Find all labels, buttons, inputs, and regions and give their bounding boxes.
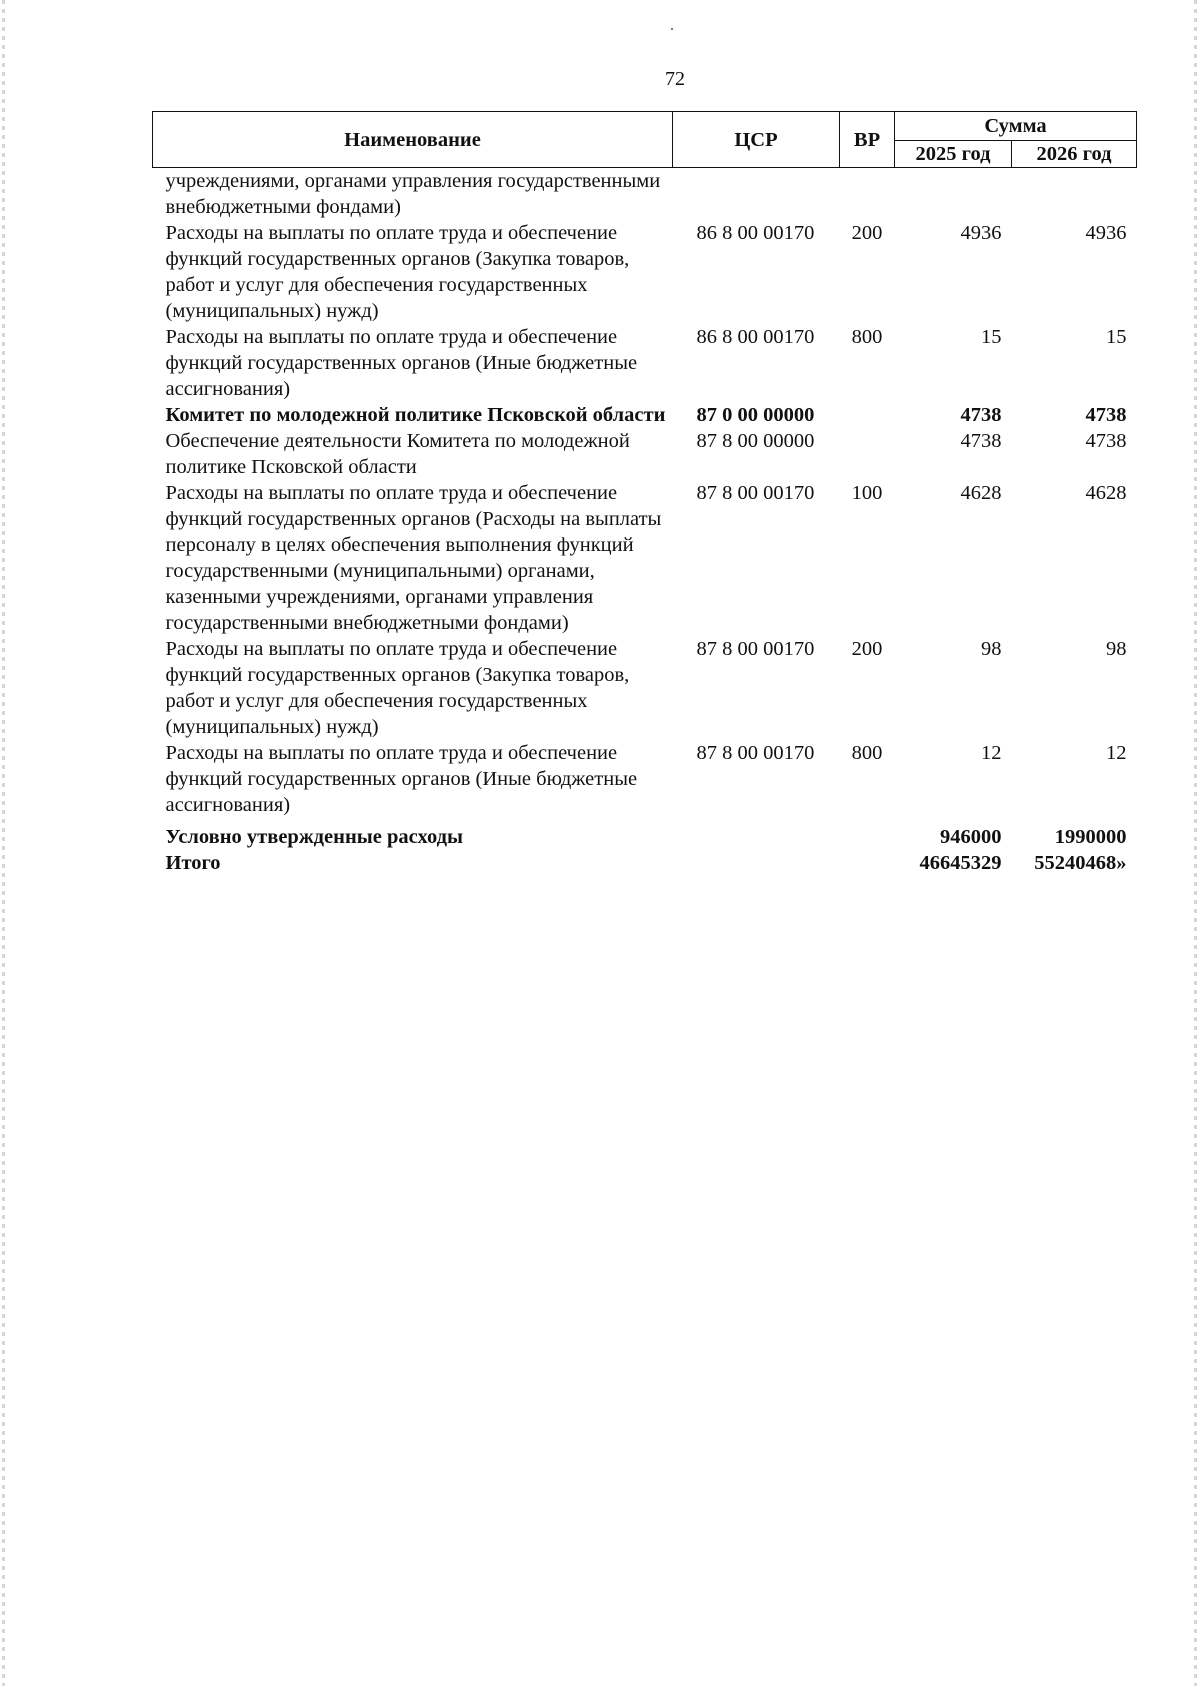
cell-csr bbox=[673, 850, 840, 876]
table-header bbox=[153, 112, 1137, 168]
cell-vr: 200 bbox=[851, 222, 883, 244]
cell-vr: 200 bbox=[851, 638, 883, 660]
header-year-2026: 2026 год bbox=[1012, 141, 1137, 168]
budget-table bbox=[152, 111, 1137, 876]
cell-vr bbox=[840, 818, 895, 850]
scan-edge-left bbox=[2, 0, 5, 1686]
table-row bbox=[153, 402, 1137, 428]
cell-sum-2025: 15 bbox=[981, 326, 1002, 348]
cell-vr bbox=[840, 168, 895, 221]
cell-vr: 800 bbox=[851, 326, 883, 348]
cell-name: Расходы на выплаты по оплате труда и обеспечение функций государственных органов (Расходы на выплаты персоналу в целях обеспечения выполнения функций государственными (муниципальными) органами, казенными учреждениями, органами управления государственными внебюджетными фондами) bbox=[165, 482, 662, 634]
page-number: 72 bbox=[665, 68, 685, 90]
cell-sum-2025: 98 bbox=[981, 638, 1002, 660]
cell-name: Комитет по молодежной политике Псковской области bbox=[165, 404, 666, 426]
cell-sum-2026: 4738 bbox=[1085, 404, 1127, 426]
cell-sum-2026: 12 bbox=[1106, 742, 1127, 764]
table-row bbox=[153, 220, 1137, 324]
cell-sum-2025 bbox=[895, 168, 1012, 221]
cell-vr bbox=[840, 402, 895, 428]
cell-csr bbox=[673, 818, 840, 850]
cell-name: Расходы на выплаты по оплате труда и обеспечение функций государственных органов (Иные бюджетные ассигнования) bbox=[165, 326, 638, 400]
table-row bbox=[153, 480, 1137, 636]
cell-sum-2025: 4936 bbox=[960, 222, 1002, 244]
header-sum: Сумма bbox=[895, 112, 1137, 141]
cell-csr: 87 8 00 00170 bbox=[696, 742, 815, 764]
cell-sum-2026: 1990000 bbox=[1054, 826, 1127, 848]
cell-name: Расходы на выплаты по оплате труда и обеспечение функций государственных органов (Закупка товаров, работ и услуг для обеспечения государственных (муниципальных) нужд) bbox=[165, 222, 630, 322]
table-row bbox=[153, 428, 1137, 480]
cell-vr bbox=[840, 850, 895, 876]
cell-csr: 86 8 00 00170 bbox=[696, 326, 815, 348]
cell-sum-2025: 4628 bbox=[960, 482, 1002, 504]
cell-csr: 86 8 00 00170 bbox=[696, 222, 815, 244]
cell-sum-2026: 4936 bbox=[1085, 222, 1127, 244]
table-row bbox=[153, 818, 1137, 850]
header-csr: ЦСР bbox=[673, 112, 840, 168]
cell-name: Итого bbox=[165, 852, 221, 874]
cell-sum-2026: 15 bbox=[1106, 326, 1127, 348]
cell-name: Расходы на выплаты по оплате труда и обеспечение функций государственных органов (Иные бюджетные ассигнования) bbox=[165, 742, 638, 816]
table-body bbox=[153, 168, 1137, 877]
cell-sum-2025: 46645329 bbox=[919, 852, 1002, 874]
cell-vr bbox=[840, 428, 895, 480]
table-row bbox=[153, 850, 1137, 876]
scan-speck bbox=[671, 28, 673, 30]
cell-csr: 87 8 00 00170 bbox=[696, 638, 815, 660]
cell-name: Обеспечение деятельности Комитета по молодежной политике Псковской области bbox=[165, 430, 630, 478]
table-row bbox=[153, 636, 1137, 740]
cell-vr: 100 bbox=[851, 482, 883, 504]
cell-sum-2025: 946000 bbox=[940, 826, 1002, 848]
cell-sum-2026: 4738 bbox=[1085, 430, 1127, 452]
cell-sum-2026: 55240468» bbox=[1034, 852, 1127, 874]
cell-sum-2025: 12 bbox=[981, 742, 1002, 764]
cell-sum-2025: 4738 bbox=[960, 404, 1002, 426]
cell-vr: 800 bbox=[851, 742, 883, 764]
cell-name: Условно утвержденные расходы bbox=[165, 826, 463, 848]
scan-edge-right bbox=[1194, 0, 1197, 1686]
cell-name: учреждениями, органами управления государственными внебюджетными фондами) bbox=[165, 170, 661, 218]
cell-sum-2025: 4738 bbox=[960, 430, 1002, 452]
cell-csr: 87 0 00 00000 bbox=[696, 404, 815, 426]
header-vr: ВР bbox=[840, 112, 895, 168]
table-row bbox=[153, 168, 1137, 221]
cell-sum-2026 bbox=[1012, 168, 1137, 221]
table-row bbox=[153, 740, 1137, 818]
cell-csr: 87 8 00 00000 bbox=[696, 430, 815, 452]
table-row bbox=[153, 324, 1137, 402]
header-year-2025: 2025 год bbox=[895, 141, 1012, 168]
cell-sum-2026: 98 bbox=[1106, 638, 1127, 660]
cell-sum-2026: 4628 bbox=[1085, 482, 1127, 504]
cell-csr bbox=[673, 168, 840, 221]
cell-csr: 87 8 00 00170 bbox=[696, 482, 815, 504]
header-name: Наименование bbox=[153, 112, 673, 168]
cell-name: Расходы на выплаты по оплате труда и обеспечение функций государственных органов (Закупка товаров, работ и услуг для обеспечения государственных (муниципальных) нужд) bbox=[165, 638, 630, 738]
